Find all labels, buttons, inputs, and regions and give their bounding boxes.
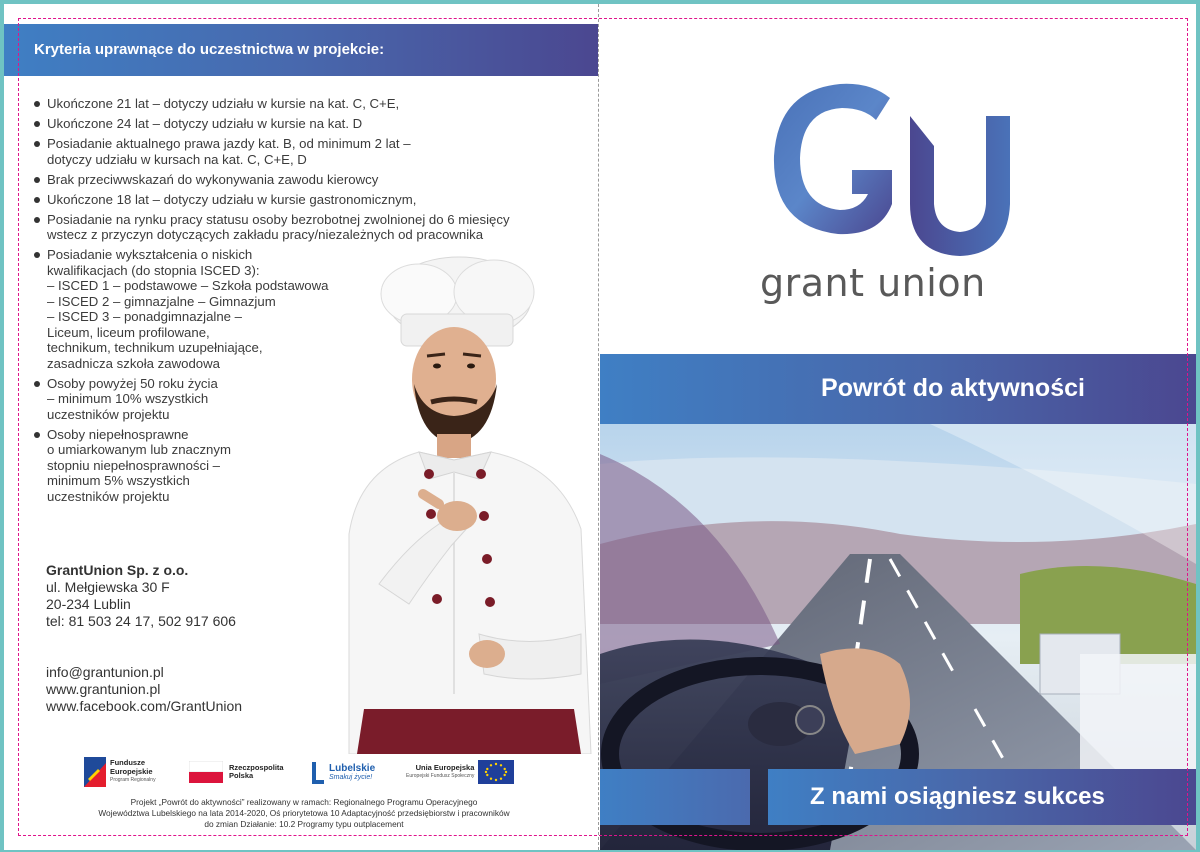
headline-text: Powrót do aktywności bbox=[821, 374, 1085, 402]
slogan-text: Z nami osiągniesz sukces bbox=[810, 783, 1105, 810]
polish-flag-icon bbox=[189, 761, 223, 783]
fundusze-icon bbox=[84, 757, 106, 787]
brand-wordmark bbox=[760, 260, 1030, 306]
criteria-item: Posiadanie aktualnego prawa jazdy kat. B, od minimum 2 lat – dotyczy udziału w kursach na kat. C, C+E, D bbox=[32, 136, 572, 167]
website-link[interactable]: www.grantunion.pl bbox=[46, 681, 161, 697]
city-address: 20-234 Lublin bbox=[46, 596, 131, 612]
criteria-item: Osoby niepełnosprawne o umiarkowanym lub znacznym stopniu niepełnosprawności – minimum 5% wszystkich uczestników projektu bbox=[32, 427, 272, 505]
lubelskie-icon bbox=[312, 760, 326, 784]
facebook-link[interactable]: www.facebook.com/GrantUnion bbox=[46, 698, 243, 714]
street-address: ul. Mełgiewska 30 F bbox=[46, 579, 170, 595]
rzeczpospolita-logo: Rzeczpospolita Polska bbox=[189, 754, 284, 790]
unia-europejska-logo: Unia Europejska Europejski Fundusz Społeczny bbox=[406, 754, 514, 790]
slogan-banner-accent bbox=[600, 769, 750, 825]
criteria-item: Ukończone 21 lat – dotyczy udziału w kursie na kat. C, C+E, bbox=[32, 96, 572, 112]
funding-logos bbox=[84, 754, 534, 790]
fold-line bbox=[598, 4, 599, 850]
eu-flag-icon bbox=[478, 760, 514, 784]
project-footer-note: Projekt „Powrót do aktywności” realizowany w ramach: Regionalnego Programu Operacyjnego Województwa Lubelskiego na lata 2014-2020, Oś priorytetowa 10 Adaptacyjność przedsiębiorstw i pracowników do zmian Działanie: 10.2 Programy typu outplacement bbox=[98, 797, 510, 829]
criteria-item: Osoby powyżej 50 roku życia – minimum 10% wszystkich uczestników projektu bbox=[32, 376, 272, 423]
right-panel bbox=[600, 4, 1196, 850]
lubelskie-logo: Lubelskie Smakuj życie! bbox=[312, 754, 375, 790]
criteria-item: Ukończone 24 lat – dotyczy udziału w kursie na kat. D bbox=[32, 116, 572, 132]
company-name: GrantUnion Sp. z o.o. bbox=[46, 562, 189, 578]
chef-photo bbox=[319, 254, 599, 754]
criteria-header bbox=[4, 24, 598, 76]
email-address[interactable]: info@grantunion.pl bbox=[46, 664, 164, 680]
leaflet-sheet bbox=[4, 4, 1196, 850]
phone-number: tel: 81 503 24 17, 502 917 606 bbox=[46, 613, 236, 629]
slogan-banner bbox=[768, 769, 1196, 825]
criteria-item: Ukończone 18 lat – dotyczy udziału w kursie gastronomicznym, bbox=[32, 192, 572, 208]
criteria-title: Kryteria uprawnące do uczestnictwa w projekcie: bbox=[34, 41, 385, 58]
contact-address bbox=[46, 561, 236, 630]
criteria-item: Posiadanie wykształcenia o niskich kwalifikacjach (do stopnia ISCED 3): – ISCED 1 – podstawowe – Szkoła podstawowa – ISCED 2 – gimnazjalne – Gimnazjum – ISCED 3 – ponadgimnazjalne – Liceum, liceum profilowane, technikum, technikum uzupełniające, zasadnicza szkoła zawodowa bbox=[32, 247, 352, 371]
grant-union-logo-icon bbox=[760, 76, 1020, 266]
left-panel bbox=[4, 4, 600, 850]
headline-banner bbox=[600, 354, 1196, 424]
fundusze-logo: Fundusze Europejskie Program Regionalny bbox=[84, 754, 156, 790]
contact-online bbox=[46, 664, 242, 715]
svg-text:grant union: grant union bbox=[760, 261, 986, 305]
criteria-item: Brak przeciwwskazań do wykonywania zawodu kierowcy bbox=[32, 172, 572, 188]
criteria-item: Posiadanie na rynku pracy statusu osoby bezrobotnej zwolnionej do 6 miesięcy wstecz z przyczyn dotyczących zakładu pracy/niezależnych od pracownika bbox=[32, 212, 572, 243]
